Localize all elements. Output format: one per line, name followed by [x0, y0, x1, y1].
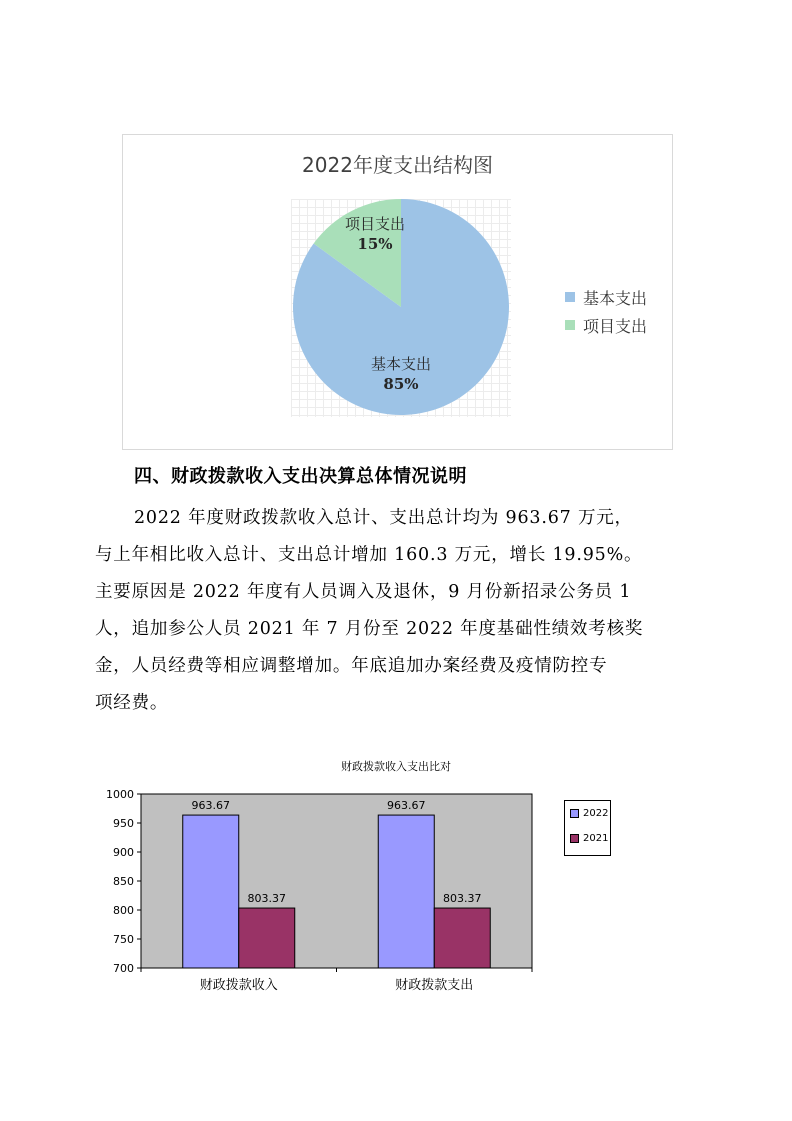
paragraph-line: 项经费。 [95, 693, 169, 713]
y-tick-label: 800 [113, 904, 134, 917]
bar-legend [564, 800, 611, 856]
bar-chart-title: 财政拨款收入支出比对 [341, 760, 451, 773]
slice-label: 基本支出 [370, 355, 432, 373]
bar-legend-item [565, 801, 610, 826]
bar-value-label: 963.67 [387, 799, 426, 813]
y-tick-label: 750 [113, 933, 134, 946]
pie-legend [565, 283, 647, 339]
y-tick-label: 700 [113, 962, 134, 975]
pie-plot-area [291, 199, 511, 417]
slice-percent: 15% [357, 235, 393, 253]
bar-value-label: 803.37 [443, 892, 482, 906]
paragraph-line: 金，人员经费等相应调整增加。年底追加办案经费及疫情防控专 [95, 656, 608, 676]
x-category-label: 财政拨款收入 [199, 978, 278, 993]
pie-chart-title: 2022年度支出结构图 [302, 153, 493, 177]
bar [183, 815, 239, 968]
paragraph-line: 主要原因是 2022 年度有人员调入及退休，9 月份新招录公务员 1 [95, 582, 632, 602]
slice-label: 项目支出 [344, 215, 406, 233]
pie-legend-item [565, 283, 647, 311]
legend-label: 2022 [583, 808, 609, 819]
y-tick-label: 1000 [106, 788, 134, 801]
bar-chart [90, 780, 550, 1010]
pie-svg [291, 199, 511, 417]
legend-swatch-basic [565, 292, 575, 302]
y-tick-label: 900 [113, 846, 134, 859]
paragraph-line: 2022 年度财政拨款收入总计、支出总计均为 963.67 万元， [134, 508, 633, 528]
pie-chart [122, 134, 673, 450]
legend-swatch-project [565, 320, 575, 330]
y-tick-label: 950 [113, 817, 134, 830]
bar-legend-item [565, 826, 610, 851]
legend-label: 项目支出 [583, 316, 648, 336]
pie-legend-item [565, 311, 647, 339]
paragraph-line: 人，追加参公人员 2021 年 7 月份至 2022 年度基础性绩效考核奖 [95, 619, 644, 639]
legend-swatch-2022 [570, 809, 579, 818]
bar [239, 908, 295, 968]
bar [378, 815, 434, 968]
bar-value-label: 803.37 [247, 892, 286, 906]
bar-value-label: 963.67 [191, 799, 230, 813]
section-heading: 四、财政拨款收入支出决算总体情况说明 [134, 466, 467, 487]
legend-label: 2021 [583, 833, 609, 844]
y-tick-label: 850 [113, 875, 134, 888]
paragraph-line: 与上年相比收入总计、支出总计增加 160.3 万元，增长 19.95%。 [95, 545, 643, 565]
bar [434, 908, 490, 968]
slice-percent: 85% [383, 375, 419, 393]
legend-swatch-2021 [570, 834, 579, 843]
x-category-label: 财政拨款支出 [395, 978, 474, 993]
legend-label: 基本支出 [583, 288, 648, 308]
